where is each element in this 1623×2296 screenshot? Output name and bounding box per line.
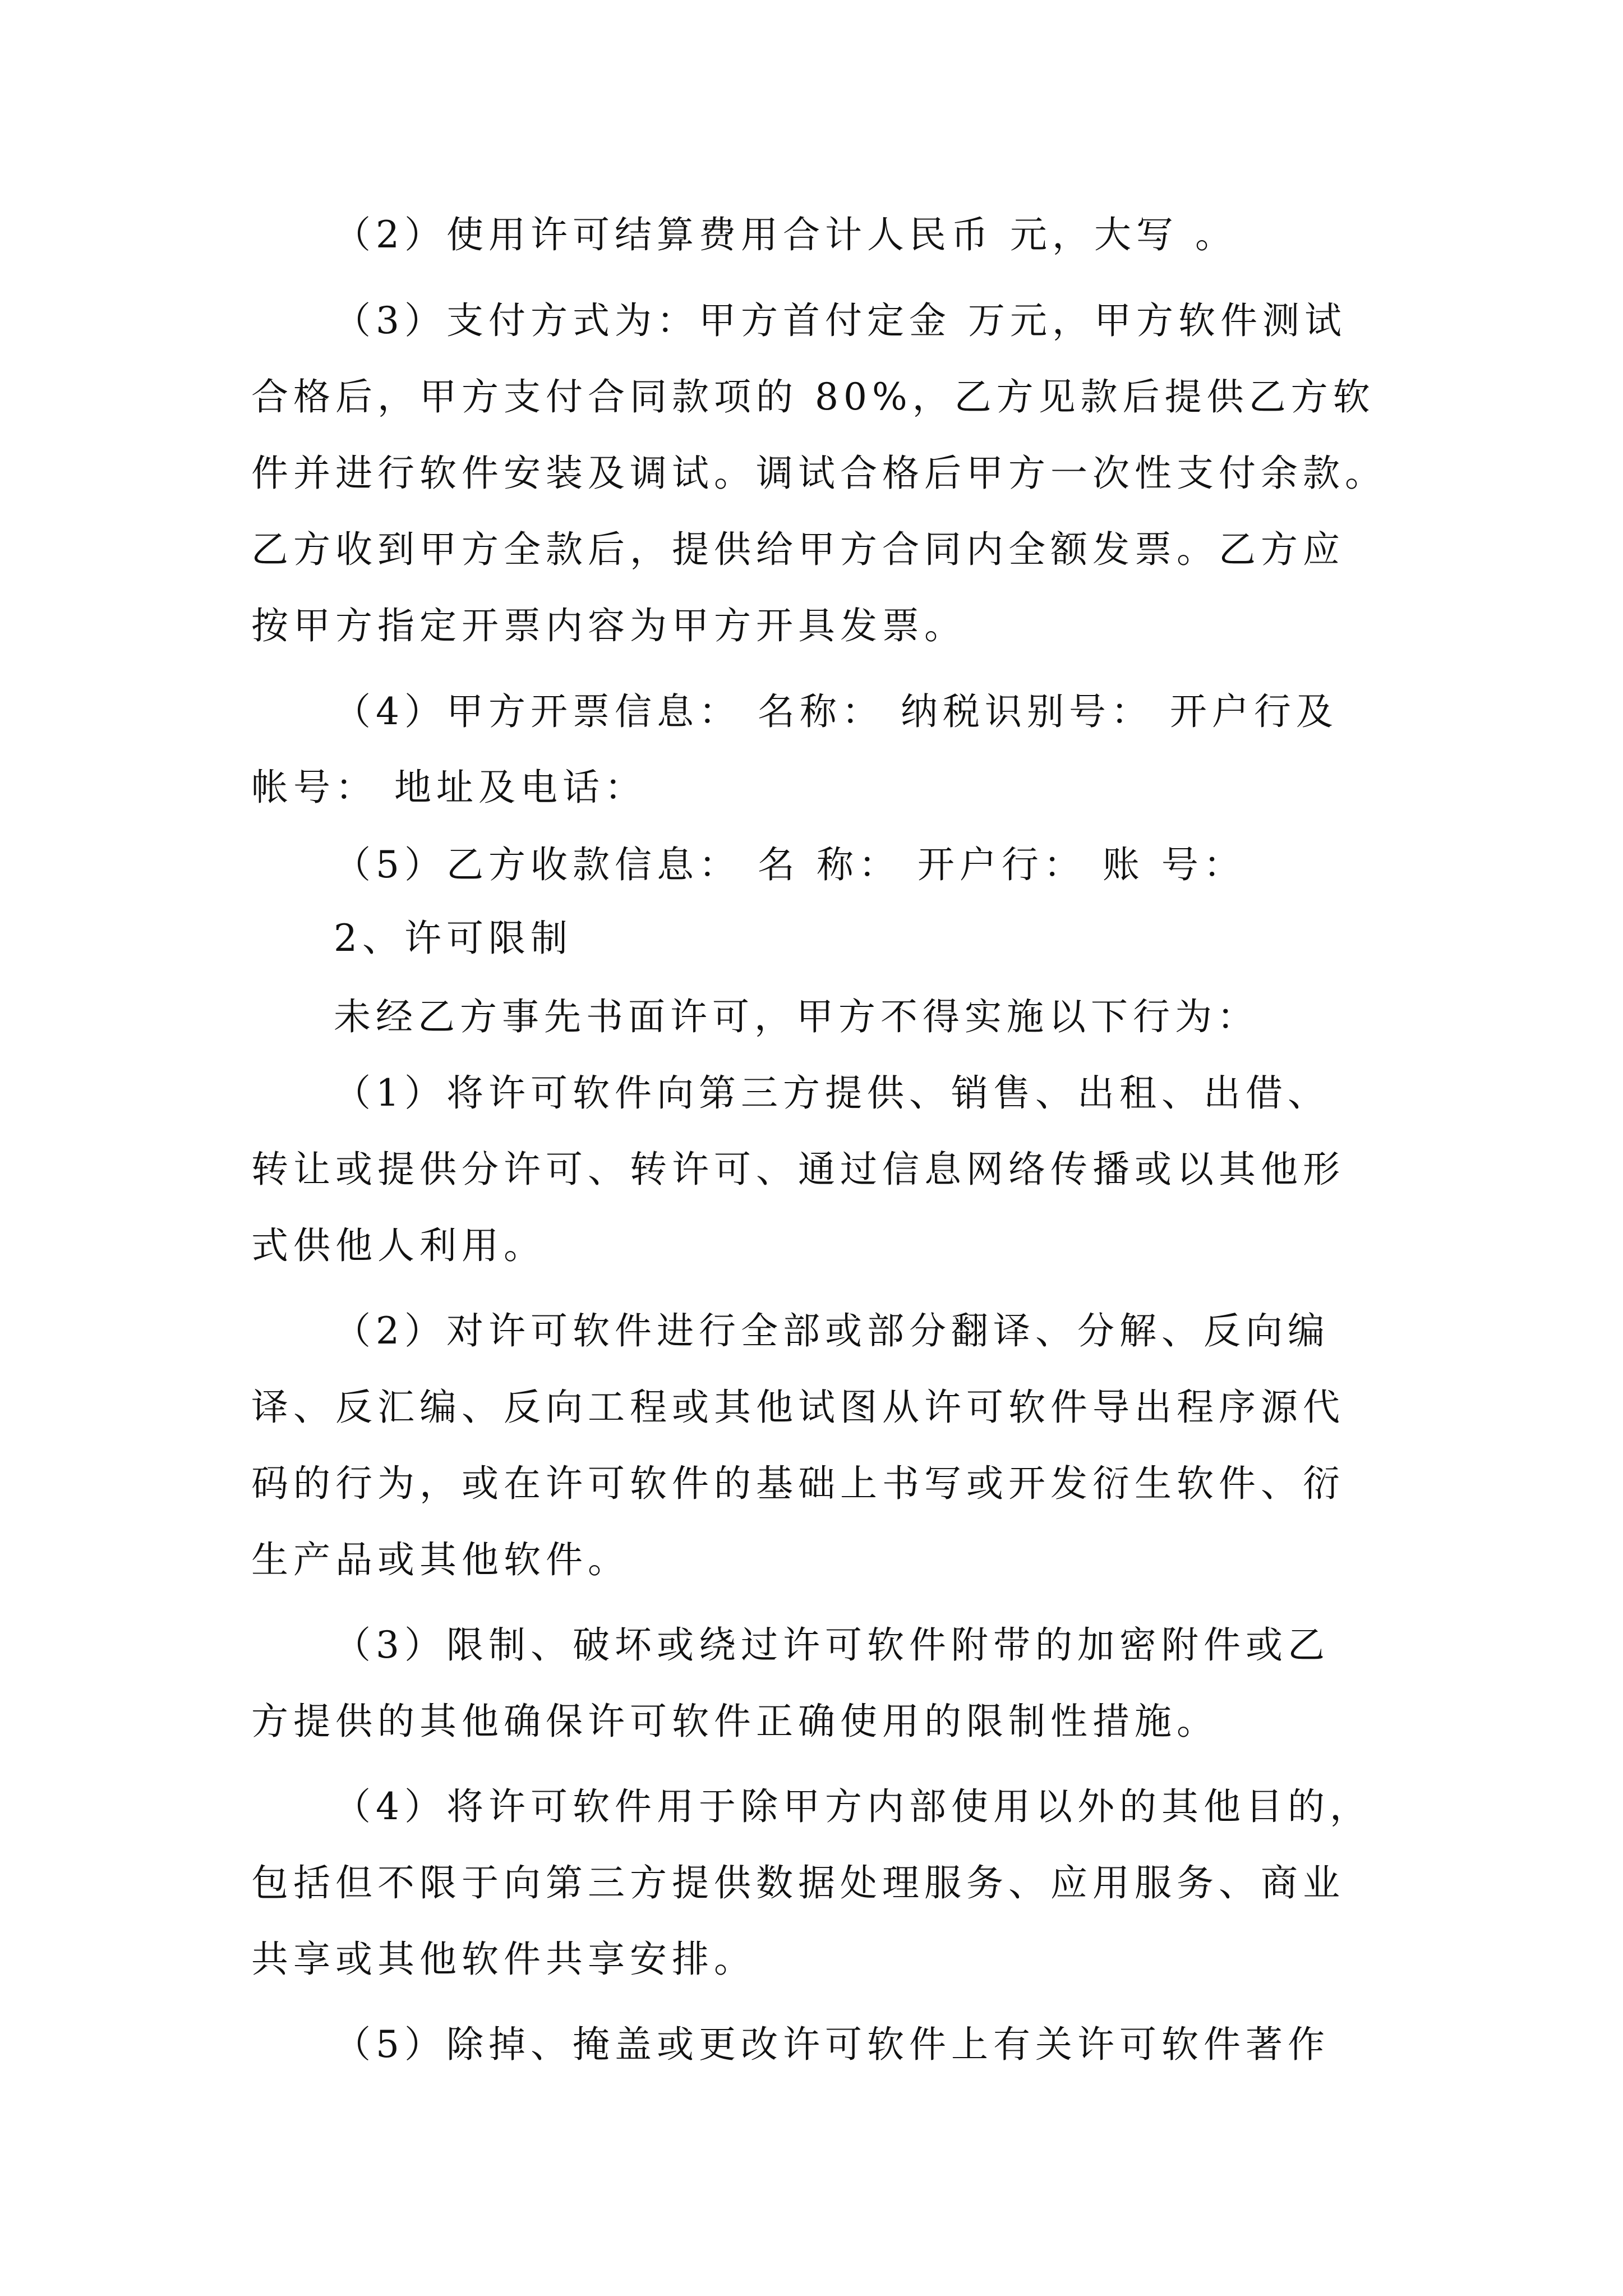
text-line: （5）乙方收款信息： 名 称： 开户行： 账 号： <box>334 843 1246 886</box>
text-line: （2）对许可软件进行全部或部分翻译、分解、反向编 <box>334 1309 1330 1352</box>
text-line: 转让或提供分许可、转许可、通过信息网络传播或以其他形 <box>251 1148 1345 1191</box>
text-line: （4）甲方开票信息： 名称： 纳税识别号： 开户行及 <box>334 690 1338 733</box>
text-line: （4）将许可软件用于除甲方内部使用以外的其他目的， <box>334 1785 1372 1828</box>
text-line: 译、反汇编、反向工程或其他试图从许可软件导出程序源代 <box>251 1386 1345 1429</box>
text-line: （5）除掉、掩盖或更改许可软件上有关许可软件著作 <box>334 2023 1330 2066</box>
text-line: 式供他人利用。 <box>251 1224 546 1267</box>
text-line: （2）使用许可结算费用合计人民币 元，大写 。 <box>334 213 1237 256</box>
text-line: （3）支付方式为：甲方首付定金 万元，甲方软件测试 <box>334 299 1347 342</box>
text-line: 未经乙方事先书面许可，甲方不得实施以下行为： <box>334 995 1259 1038</box>
text-line: 包括但不限于向第三方提供数据处理服务、应用服务、商业 <box>251 1861 1345 1904</box>
text-line: 合格后，甲方支付合同款项的 80%，乙方见款后提供乙方软 <box>251 375 1375 418</box>
section-heading: 2、许可限制 <box>334 917 573 960</box>
text-line: 帐号： 地址及电话： <box>251 766 647 809</box>
text-line: 生产品或其他软件。 <box>251 1538 630 1581</box>
text-line: （3）限制、破坏或绕过许可软件附带的加密附件或乙 <box>334 1623 1330 1667</box>
text-line: 乙方收到甲方全款后，提供给甲方合同内全额发票。乙方应 <box>251 528 1345 571</box>
text-line: 共享或其他软件共享安排。 <box>251 1938 756 1981</box>
text-line: 码的行为，或在许可软件的基础上书写或开发衍生软件、衍 <box>251 1462 1345 1505</box>
text-line: 件并进行软件安装及调试。调试合格后甲方一次性支付余款。 <box>251 452 1387 495</box>
text-line: （1）将许可软件向第三方提供、销售、出租、出借、 <box>334 1071 1330 1115</box>
text-line: 方提供的其他确保许可软件正确使用的限制性措施。 <box>251 1700 1219 1743</box>
text-line: 按甲方指定开票内容为甲方开具发票。 <box>251 604 966 647</box>
